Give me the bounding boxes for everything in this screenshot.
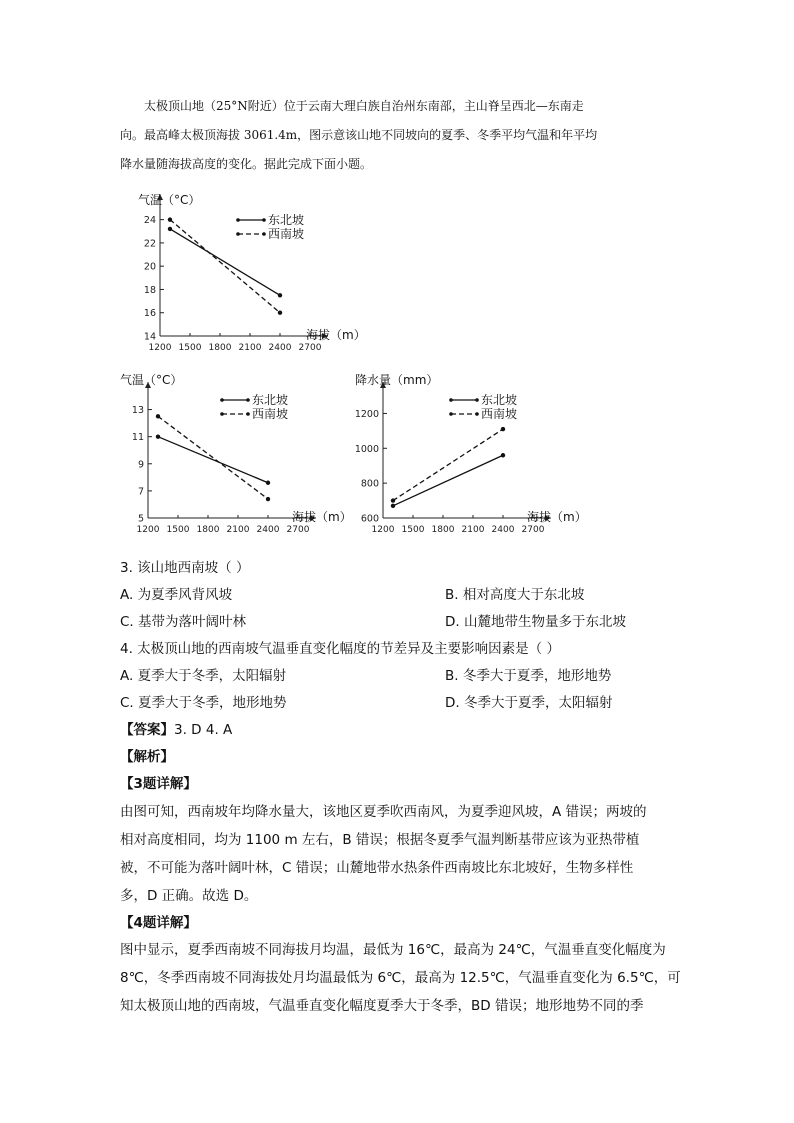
data-point [391, 498, 395, 502]
series-line-东北坡 [170, 229, 280, 295]
legend-label: 西南坡 [268, 227, 305, 241]
x-tick-label: 2400 [268, 343, 292, 353]
data-point [278, 293, 282, 297]
x-tick-label: 1200 [136, 525, 160, 535]
answer-label: 【答案】 [120, 722, 174, 738]
data-point [501, 427, 505, 431]
data-point [266, 481, 270, 485]
y-tick-label: 800 [360, 478, 379, 490]
data-point [156, 414, 160, 418]
legend-dot [246, 412, 250, 416]
precipitation-chart [345, 368, 595, 540]
y-tick-label: 5 [137, 513, 144, 525]
y-axis-title: 降水量（mm） [355, 373, 439, 387]
x-tick-label: 1800 [208, 343, 232, 353]
x-tick-label: 2400 [256, 525, 280, 535]
answer-line [120, 718, 232, 738]
q3-explanation-line-1: 由图可知，西南坡年均降水量大，该地区夏季吹西南风，为夏季迎风坡，A 错误；两坡的 [120, 804, 647, 820]
x-tick-label: 1500 [401, 525, 425, 535]
answer-text: 3. D 4. A [174, 722, 233, 738]
q4-explanation-line-1: 图中显示，夏季西南坡不同海拔月均温，最低为 16℃，最高为 24℃，气温垂直变化幅度为 [120, 942, 666, 958]
q3-option-d: D. 山麓地带生物量多于东北坡 [445, 614, 626, 630]
q4-stem: 4. 太极顶山地的西南坡气温垂直变化幅度的节差异及主要影响因素是（ ） [120, 641, 560, 657]
legend-dot [475, 398, 479, 402]
y-axis-title: 气温（°C） [138, 193, 201, 207]
x-tick-label: 2100 [238, 343, 262, 353]
x-axis-title: 海拔（m） [527, 510, 587, 524]
q3-explanation-line-2: 相对高度相同，均为 1100 m 左右，B 错误；根据冬夏季气温判断基带应该为亚热带植 [120, 832, 640, 848]
x-tick-label: 2700 [521, 525, 545, 535]
q4-explanation-line-3: 知太极顶山地的西南坡，气温垂直变化幅度夏季大于冬季，BD 错误；地形地势不同的季 [120, 998, 644, 1014]
q3-explanation-heading: 【3题详解】 [120, 776, 197, 792]
x-axis-title: 海拔（m） [306, 328, 366, 342]
analysis-label: 【解析】 [120, 749, 174, 765]
intro-line-2: 向。最高峰太极顶海拔 3061.4m，图示意该山地不同坡向的夏季、冬季平均气温和年平均 [120, 128, 598, 142]
q3-stem: 3. 该山地西南坡（ ） [120, 560, 250, 576]
intro-paragraph [120, 92, 680, 179]
data-point [278, 311, 282, 315]
data-point [156, 434, 160, 438]
x-tick-label: 1200 [148, 343, 172, 353]
data-point [266, 497, 270, 501]
x-axis-title: 海拔（m） [292, 510, 352, 524]
q3-explanation-line-4: 多，D 正确。故选 D。 [120, 888, 258, 904]
legend-label: 东北坡 [268, 213, 305, 227]
q3-explanation-line-3: 被，不可能为落叶阔叶林，C 错误；山麓地带水热条件西南坡比东北坡好，生物多样性 [120, 860, 634, 876]
legend-label: 东北坡 [252, 393, 289, 407]
y-tick-label: 9 [137, 459, 144, 471]
q3-option-c: C. 基带为落叶阔叶林 [120, 614, 247, 630]
series-line-西南坡 [393, 429, 503, 500]
q4-option-b: B. 冬季大于夏季，地形地势 [445, 668, 612, 684]
y-tick-label: 1200 [354, 408, 379, 420]
data-point [501, 453, 505, 457]
x-tick-label: 2100 [226, 525, 250, 535]
x-tick-label: 1500 [166, 525, 190, 535]
x-tick-label: 2700 [286, 525, 310, 535]
series-line-东北坡 [393, 455, 503, 506]
legend-dot [220, 398, 224, 402]
data-point [168, 217, 172, 221]
data-point [391, 504, 395, 508]
q4-option-c: C. 夏季大于冬季，地形地势 [120, 695, 287, 711]
legend-dot [246, 398, 250, 402]
x-tick-label: 2100 [461, 525, 485, 535]
y-tick-label: 14 [143, 331, 156, 343]
x-tick-label: 1200 [371, 525, 395, 535]
y-axis-title: 气温（°C） [120, 373, 183, 387]
legend-dot [262, 232, 266, 236]
y-tick-label: 18 [143, 284, 156, 296]
y-tick-label: 16 [143, 308, 156, 320]
y-tick-label: 1000 [354, 443, 379, 455]
legend-dot [236, 218, 240, 222]
x-tick-label: 2700 [298, 343, 322, 353]
legend-label: 东北坡 [481, 393, 518, 407]
y-tick-label: 20 [143, 261, 156, 273]
summer-temperature-chart [130, 188, 390, 358]
data-point [168, 227, 172, 231]
q3-option-a: A. 为夏季风背风坡 [120, 587, 233, 603]
q4-option-d: D. 冬季大于夏季，太阳辐射 [445, 695, 613, 711]
q4-explanation-heading: 【4题详解】 [120, 915, 197, 931]
y-tick-label: 7 [137, 486, 144, 498]
y-tick-label: 600 [360, 513, 379, 525]
legend-dot [475, 412, 479, 416]
x-tick-label: 1800 [431, 525, 455, 535]
series-line-东北坡 [158, 437, 268, 483]
y-tick-label: 24 [143, 215, 156, 227]
intro-line-3: 降水量随海拔高度的变化。据此完成下面小题。 [120, 157, 373, 171]
legend-dot [236, 232, 240, 236]
y-tick-label: 13 [131, 405, 144, 417]
x-tick-label: 1800 [196, 525, 220, 535]
intro-line-1: 太极顶山地（25°N附近）位于云南大理白族自治州东南部，主山脊呈西北—东南走 [144, 99, 584, 113]
x-tick-label: 2400 [491, 525, 515, 535]
legend-dot [449, 412, 453, 416]
legend-label: 西南坡 [252, 407, 289, 421]
q4-explanation-line-2: 8℃，冬季西南坡不同海拔处月均温最低为 6℃，最高为 12.5℃，气温垂直变化为 6.5℃，可 [120, 970, 681, 986]
q3-option-b: B. 相对高度大于东北坡 [445, 587, 585, 603]
winter-temperature-chart [110, 368, 360, 540]
legend-label: 西南坡 [481, 407, 518, 421]
q4-option-a: A. 夏季大于冬季，太阳辐射 [120, 668, 287, 684]
y-tick-label: 11 [131, 432, 144, 444]
series-line-西南坡 [158, 416, 268, 499]
legend-dot [262, 218, 266, 222]
x-tick-label: 1500 [178, 343, 202, 353]
y-tick-label: 22 [143, 238, 156, 250]
legend-dot [449, 398, 453, 402]
legend-dot [220, 412, 224, 416]
